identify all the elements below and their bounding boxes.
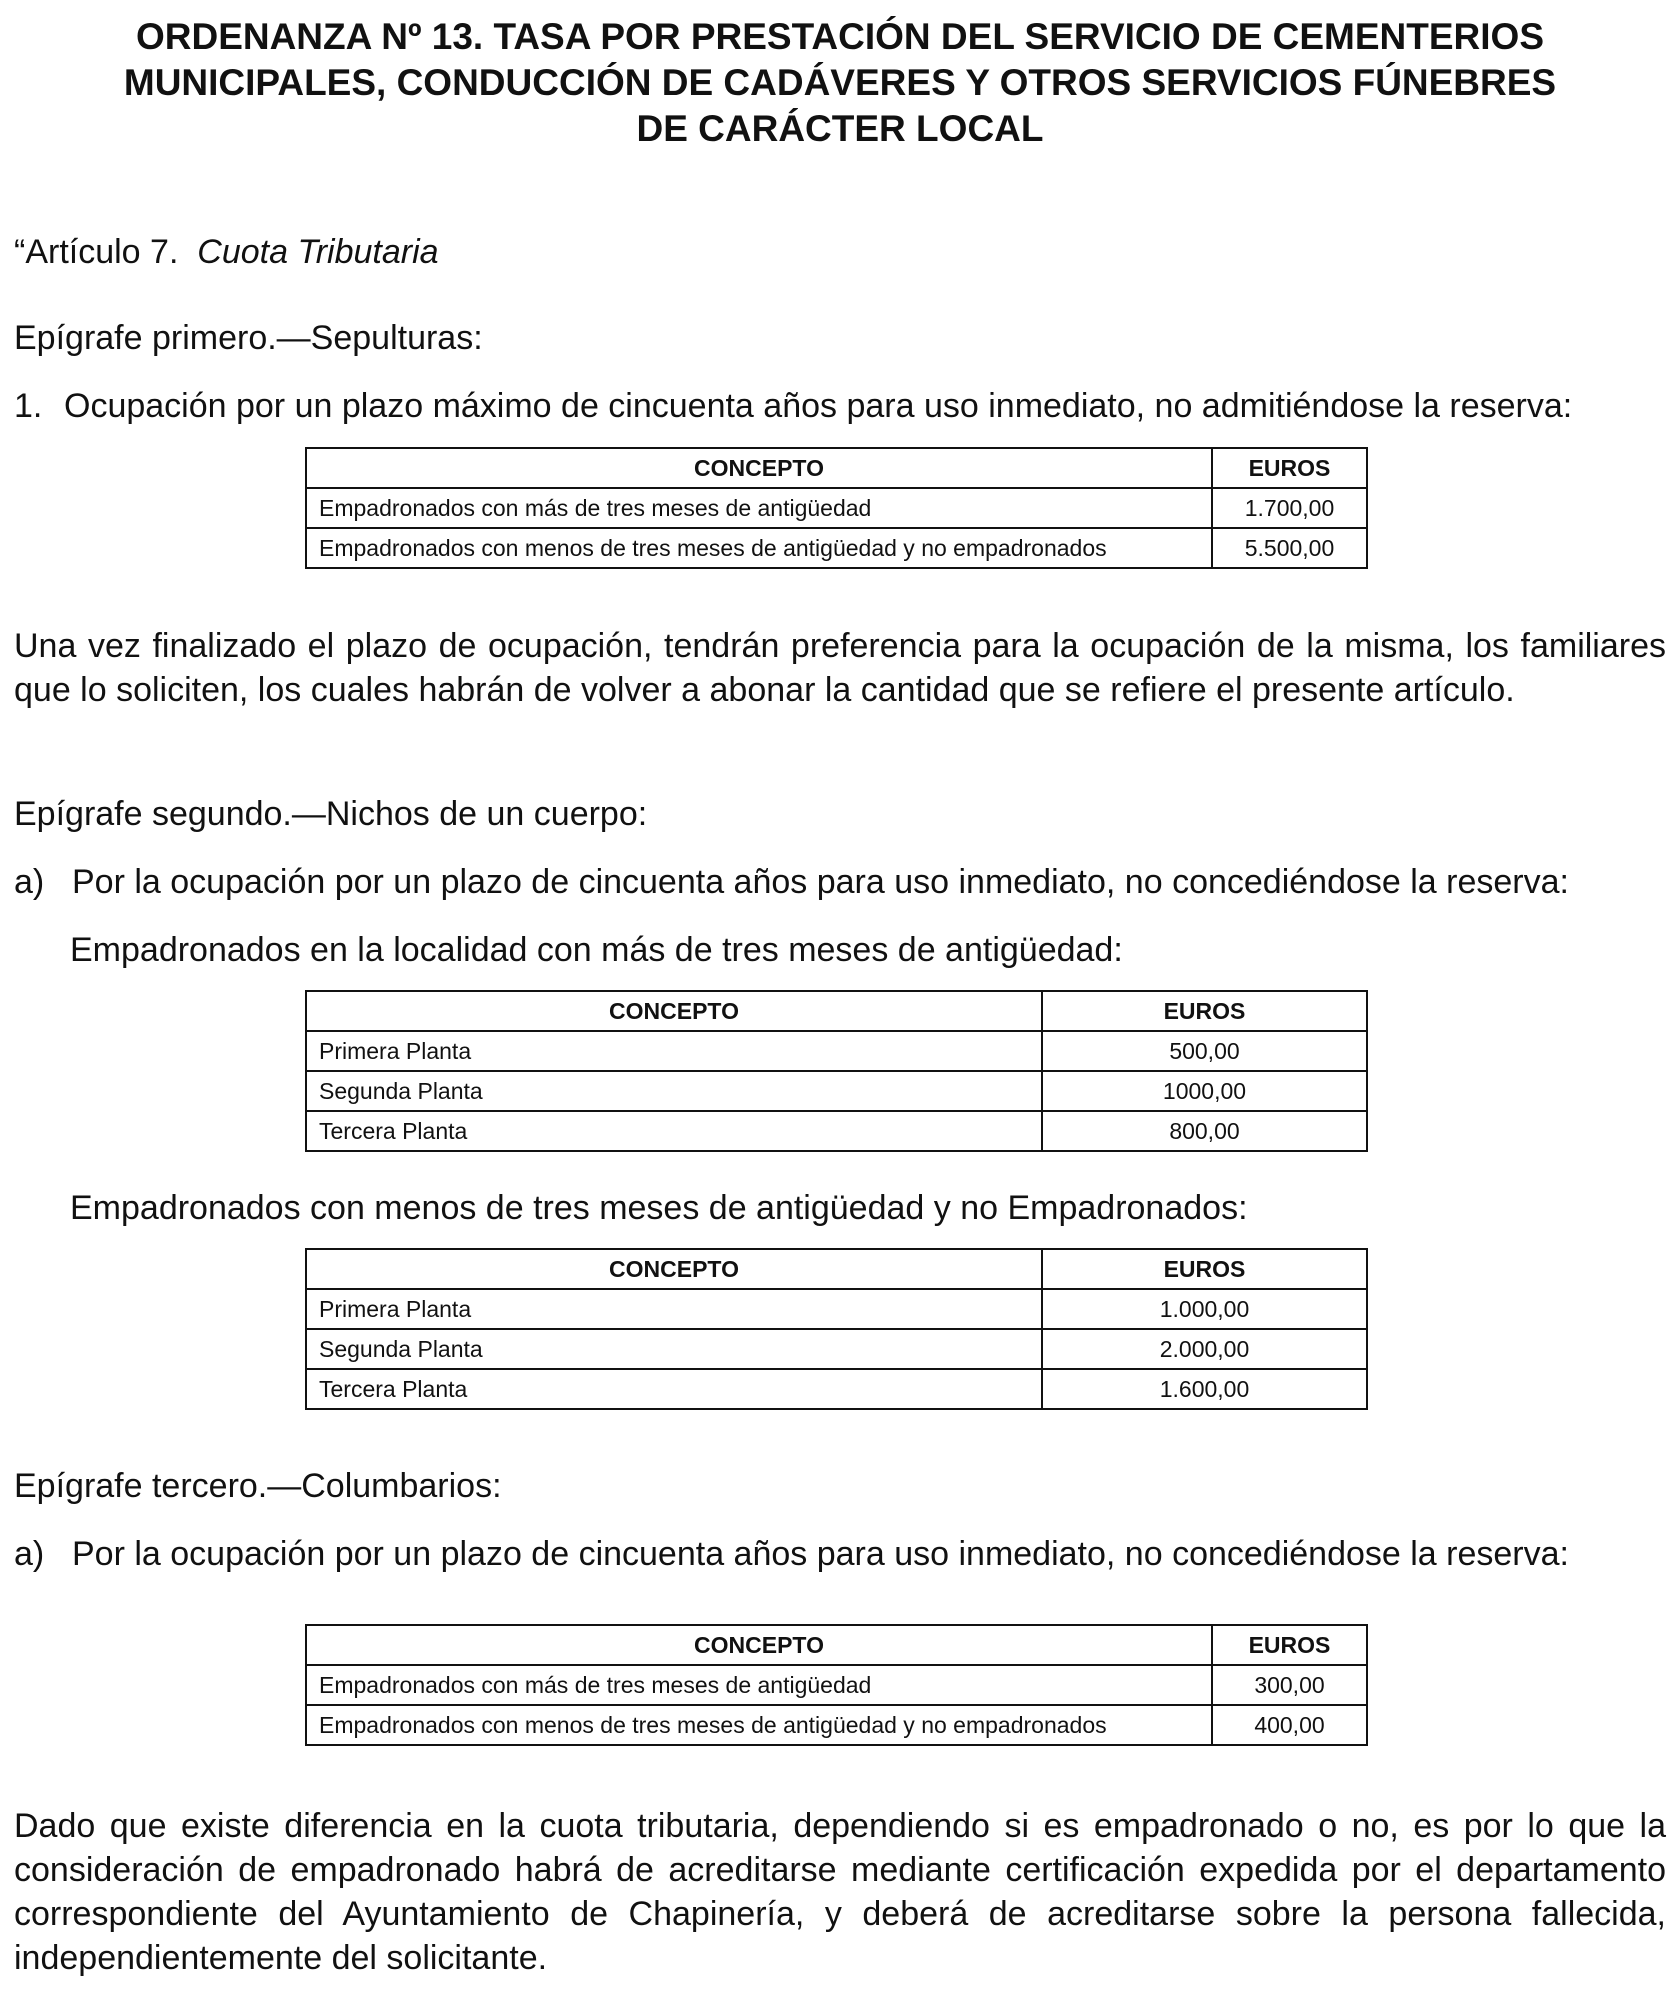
concept-cell: Tercera Planta <box>306 1369 1042 1409</box>
table-row <box>306 528 1367 568</box>
epigrafe-2-subheading-2: Empadronados con menos de tres meses de antigüedad y no Empadronados: <box>70 1189 1248 1227</box>
table-header-row <box>306 448 1367 488</box>
header-concepto: CONCEPTO <box>306 448 1212 488</box>
table-row <box>306 1665 1367 1705</box>
epigrafe-1-item <box>14 384 1572 428</box>
epigrafe-2-heading: Epígrafe segundo.—Nichos de un cuerpo: <box>14 795 648 833</box>
concept-cell: Empadronados con más de tres meses de antigüedad <box>306 1665 1212 1705</box>
table-row <box>306 1031 1367 1071</box>
item-marker: 1. <box>14 387 43 425</box>
epigrafe-1-heading: Epígrafe primero.—Sepulturas: <box>14 319 483 357</box>
table-row <box>306 1289 1367 1329</box>
table-row <box>306 1071 1367 1111</box>
amount-cell: 800,00 <box>1042 1111 1367 1151</box>
closing-paragraph: Dado que existe diferencia en la cuota tributaria, dependiendo si es empadronado o no, es por lo que la consideración de empadronado habrá de acreditarse mediante certificación expedida por el departamento correspondiente del Ayuntamiento de Chapinería, y deberá de acreditarse sobre la persona fallecida, independientemente del solicitante. <box>14 1807 1666 1977</box>
title-line-3: DE CARÁCTER LOCAL <box>636 108 1044 149</box>
header-euros: EUROS <box>1212 448 1367 488</box>
header-euros: EUROS <box>1042 1249 1367 1289</box>
table-row <box>306 1369 1367 1409</box>
header-euros: EUROS <box>1212 1625 1367 1665</box>
item-text: Ocupación por un plazo máximo de cincuenta años para uso inmediato, no admitiéndose la reserva: <box>64 387 1573 425</box>
header-euros: EUROS <box>1042 991 1367 1031</box>
concept-cell: Empadronados con más de tres meses de antigüedad <box>306 488 1212 528</box>
item-marker: a) <box>14 1535 45 1573</box>
header-concepto: CONCEPTO <box>306 991 1042 1031</box>
amount-cell: 400,00 <box>1212 1705 1367 1745</box>
table-row <box>306 1329 1367 1369</box>
amount-cell: 1.600,00 <box>1042 1369 1367 1409</box>
table-row <box>306 1705 1367 1745</box>
amount-cell: 5.500,00 <box>1212 528 1367 568</box>
concept-cell: Empadronados con menos de tres meses de antigüedad y no empadronados <box>306 528 1212 568</box>
epigrafe-3-heading: Epígrafe tercero.—Columbarios: <box>14 1467 502 1505</box>
epigrafe-3-item <box>14 1532 1569 1576</box>
document-page <box>14 14 1666 1977</box>
title-line-2: MUNICIPALES, CONDUCCIÓN DE CADÁVERES Y OTROS SERVICIOS FÚNEBRES <box>123 62 1557 103</box>
amount-cell: 1.000,00 <box>1042 1289 1367 1329</box>
title-line-1: ORDENANZA Nº 13. TASA POR PRESTACIÓN DEL SERVICIO DE CEMENTERIOS <box>135 16 1545 57</box>
amount-cell: 1.700,00 <box>1212 488 1367 528</box>
epigrafe-2-item <box>14 860 1569 904</box>
header-concepto: CONCEPTO <box>306 1249 1042 1289</box>
nichos-empadronados-table <box>305 990 1368 1152</box>
concept-cell: Tercera Planta <box>306 1111 1042 1151</box>
concept-cell: Primera Planta <box>306 1031 1042 1071</box>
concept-cell: Segunda Planta <box>306 1329 1042 1369</box>
article-heading <box>14 230 439 274</box>
item-text: Por la ocupación por un plazo de cincuenta años para uso inmediato, no concediéndose la reserva: <box>72 1535 1569 1573</box>
article-name: Cuota Tributaria <box>197 233 439 271</box>
sepulturas-table <box>305 447 1368 569</box>
table-header-row <box>306 1625 1367 1665</box>
amount-cell: 1000,00 <box>1042 1071 1367 1111</box>
table-row <box>306 488 1367 528</box>
ordinance-title <box>14 14 1666 152</box>
item-marker: a) <box>14 863 45 901</box>
article-prefix: “Artículo 7. <box>14 233 179 271</box>
table-row <box>306 1111 1367 1151</box>
header-concepto: CONCEPTO <box>306 1625 1212 1665</box>
epigrafe-1-note: Una vez finalizado el plazo de ocupación, tendrán preferencia para la ocupación de la misma, los familiares que lo soliciten, los cuales habrán de volver a abonar la cantidad que se refiere el presente artículo. <box>14 627 1666 709</box>
columbarios-table <box>305 1624 1368 1746</box>
concept-cell: Empadronados con menos de tres meses de antigüedad y no empadronados <box>306 1705 1212 1745</box>
amount-cell: 2.000,00 <box>1042 1329 1367 1369</box>
item-text: Por la ocupación por un plazo de cincuenta años para uso inmediato, no concediéndose la reserva: <box>72 863 1569 901</box>
table-header-row <box>306 1249 1367 1289</box>
concept-cell: Primera Planta <box>306 1289 1042 1329</box>
concept-cell: Segunda Planta <box>306 1071 1042 1111</box>
amount-cell: 300,00 <box>1212 1665 1367 1705</box>
nichos-no-empadronados-table <box>305 1248 1368 1410</box>
epigrafe-2-subheading-1: Empadronados en la localidad con más de tres meses de antigüedad: <box>70 931 1123 969</box>
table-header-row <box>306 991 1367 1031</box>
amount-cell: 500,00 <box>1042 1031 1367 1071</box>
